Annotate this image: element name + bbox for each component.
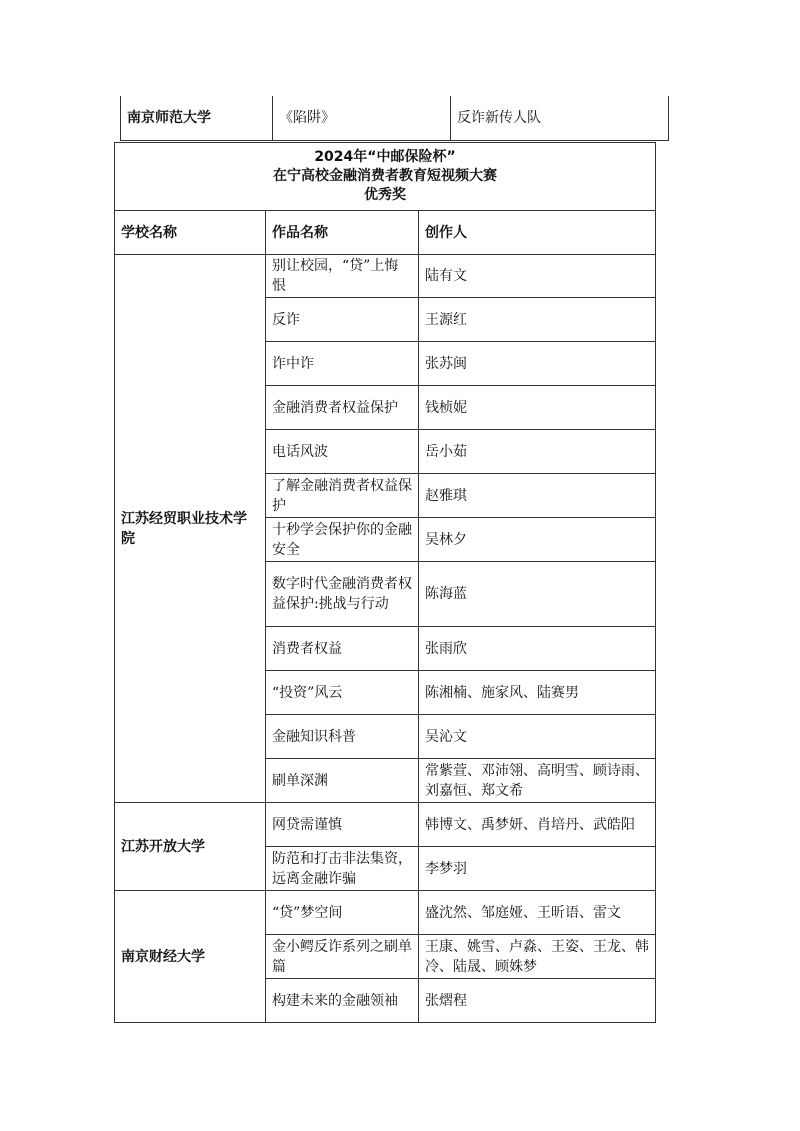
- work-cell: 金融消费者权益保护: [266, 386, 419, 430]
- creator-cell: 陈海蓝: [419, 562, 656, 627]
- creator-cell: 盛沈然、邹庭娅、王昕语、雷文: [419, 891, 656, 935]
- column-header-school: 学校名称: [115, 211, 266, 255]
- school-cell: 江苏开放大学: [115, 803, 266, 891]
- creator-cell: 张苏闽: [419, 342, 656, 386]
- table-row: [115, 255, 656, 298]
- title-row: [115, 143, 656, 211]
- award-table: [114, 142, 656, 1023]
- work-cell: 金小鳄反诈系列之刷单篇: [266, 935, 419, 979]
- work-cell: 电话风波: [266, 430, 419, 474]
- column-header-work: 作品名称: [266, 211, 419, 255]
- work-cell: “贷”梦空间: [266, 891, 419, 935]
- creator-cell: 王源红: [419, 298, 656, 342]
- work-cell: 数字时代金融消费者权益保护:挑战与行动: [266, 562, 419, 627]
- creator-cell: 李梦羽: [419, 847, 656, 891]
- work-cell: 刷单深渊: [266, 759, 419, 803]
- work-cell: 反诈: [266, 298, 419, 342]
- school-cell: 南京师范大学: [121, 96, 273, 141]
- school-cell: 南京财经大学: [115, 891, 266, 1023]
- title-line-1: 2024年“中邮保险杯”: [314, 149, 456, 165]
- creator-cell: 张熠程: [419, 979, 656, 1023]
- creator-cell: 钱桢妮: [419, 386, 656, 430]
- work-cell: 诈中诈: [266, 342, 419, 386]
- creator-cell: 陆有文: [419, 255, 656, 298]
- work-cell: “投资”风云: [266, 671, 419, 715]
- work-cell: 金融知识科普: [266, 715, 419, 759]
- previous-page-table: [120, 96, 669, 141]
- creator-cell: 常紫萱、邓沛翎、高明雪、顾诗雨、刘嘉恒、郑文希: [419, 759, 656, 803]
- creator-cell: 张雨欣: [419, 627, 656, 671]
- header-row: [115, 211, 656, 255]
- creator-cell: 反诈新传人队: [451, 96, 669, 141]
- work-cell: 构建未来的金融领袖: [266, 979, 419, 1023]
- table-row: [121, 96, 669, 141]
- table-title: [115, 143, 656, 211]
- award-name: 优秀奖: [364, 187, 406, 203]
- creator-cell: 王康、姚雪、卢淼、王姿、王龙、韩冷、陆晟、顾姝梦: [419, 935, 656, 979]
- work-cell: 《陷阱》: [273, 96, 451, 141]
- table-row: [115, 803, 656, 847]
- work-cell: 了解金融消费者权益保护: [266, 474, 419, 518]
- creator-cell: 赵雅琪: [419, 474, 656, 518]
- school-cell: 江苏经贸职业技术学院: [115, 255, 266, 803]
- work-cell: 防范和打击非法集资，远离金融诈骗: [266, 847, 419, 891]
- work-cell: 消费者权益: [266, 627, 419, 671]
- title-line-2: 在宁高校金融消费者教育短视频大赛: [273, 168, 497, 184]
- creator-cell: 吴林夕: [419, 518, 656, 562]
- creator-cell: 岳小茹: [419, 430, 656, 474]
- column-header-creator: 创作人: [419, 211, 656, 255]
- work-cell: 网贷需谨慎: [266, 803, 419, 847]
- creator-cell: 吴沁文: [419, 715, 656, 759]
- work-cell: 十秒学会保护你的金融安全: [266, 518, 419, 562]
- creator-cell: 韩博文、禹梦妍、肖培丹、武皓阳: [419, 803, 656, 847]
- table-row: [115, 891, 656, 935]
- creator-cell: 陈湘楠、施家风、陆赛男: [419, 671, 656, 715]
- work-cell: 别让校园，“贷”上悔恨: [266, 255, 419, 298]
